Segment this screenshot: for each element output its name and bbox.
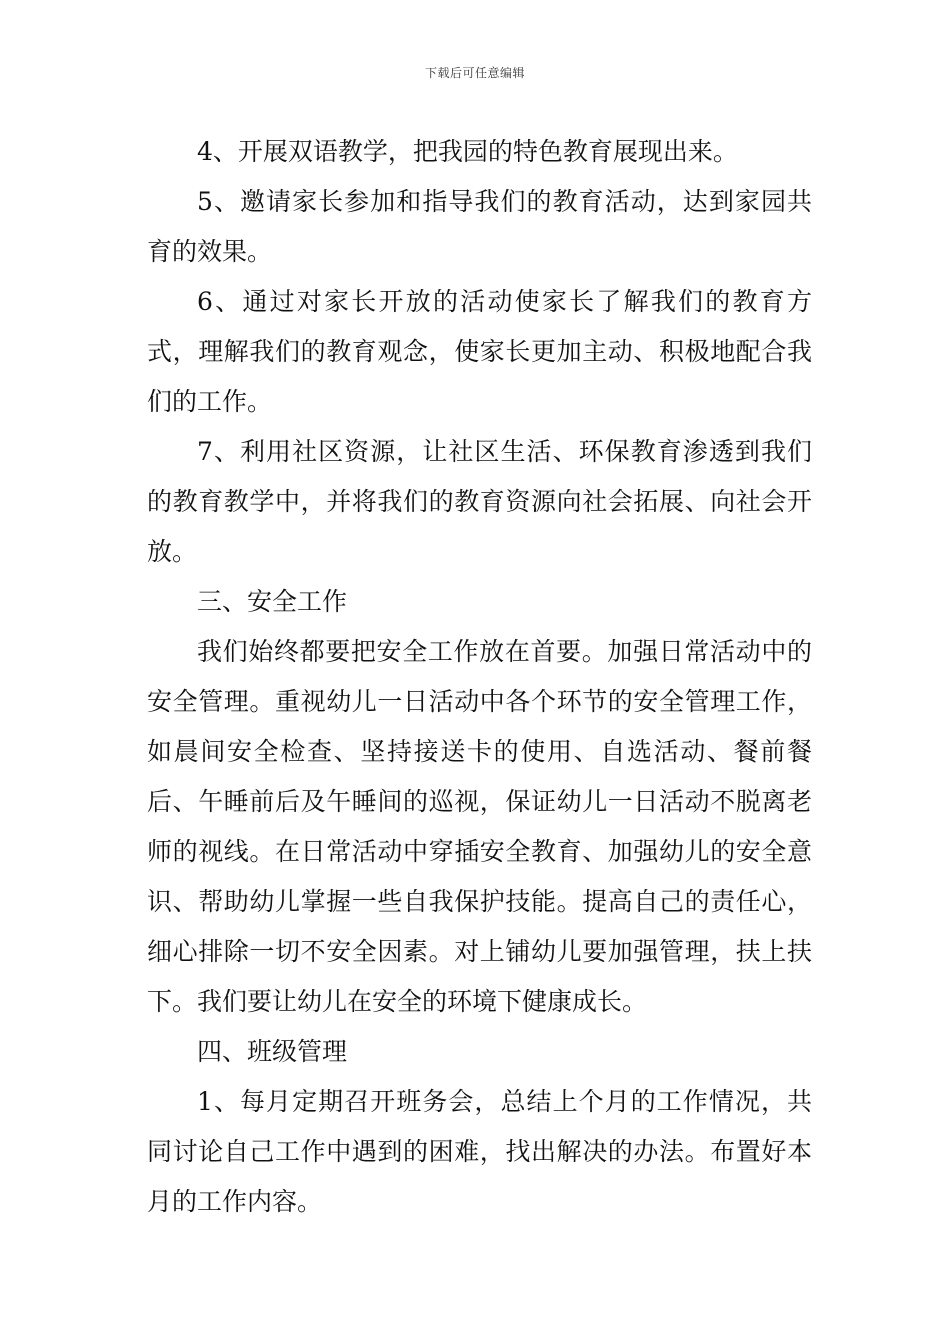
paragraph-item-1: 1、每月定期召开班务会，总结上个月的工作情况，共同讨论自己工作中遇到的困难，找出解决的办法。布置好本月的工作内容。	[147, 1087, 812, 1216]
section-heading-safety: 三、安全工作	[197, 587, 348, 616]
document-body	[147, 127, 812, 1227]
section-heading-class-management: 四、班级管理	[197, 1037, 348, 1066]
paragraph-item-6: 6、通过对家长开放的活动使家长了解我们的教育方式，理解我们的教育观念，使家长更加主动、积极地配合我们的工作。	[147, 287, 812, 416]
paragraph-item-4: 4、开展双语教学，把我园的特色教育展现出来。	[197, 137, 738, 166]
paragraph-item-5: 5、邀请家长参加和指导我们的教育活动，达到家园共育的效果。	[147, 187, 812, 266]
paragraph-item-7: 7、利用社区资源，让社区生活、环保教育渗透到我们的教育教学中，并将我们的教育资源向社会拓展、向社会开放。	[147, 437, 812, 566]
download-note: 下载后可任意编辑	[424, 66, 525, 80]
paragraph-safety: 我们始终都要把安全工作放在首要。加强日常活动中的安全管理。重视幼儿一日活动中各个环节的安全管理工作，如晨间安全检查、坚持接送卡的使用、自选活动、餐前餐后、午睡前后及午睡间的巡视，保证幼儿一日活动不脱离老师的视线。在日常活动中穿插安全教育、加强幼儿的安全意识、帮助幼儿掌握一些自我保护技能。提高自己的责任心，细心排除一切不安全因素。对上铺幼儿要加强管理，扶上扶下。我们要让幼儿在安全的环境下健康成长。	[147, 637, 812, 1016]
